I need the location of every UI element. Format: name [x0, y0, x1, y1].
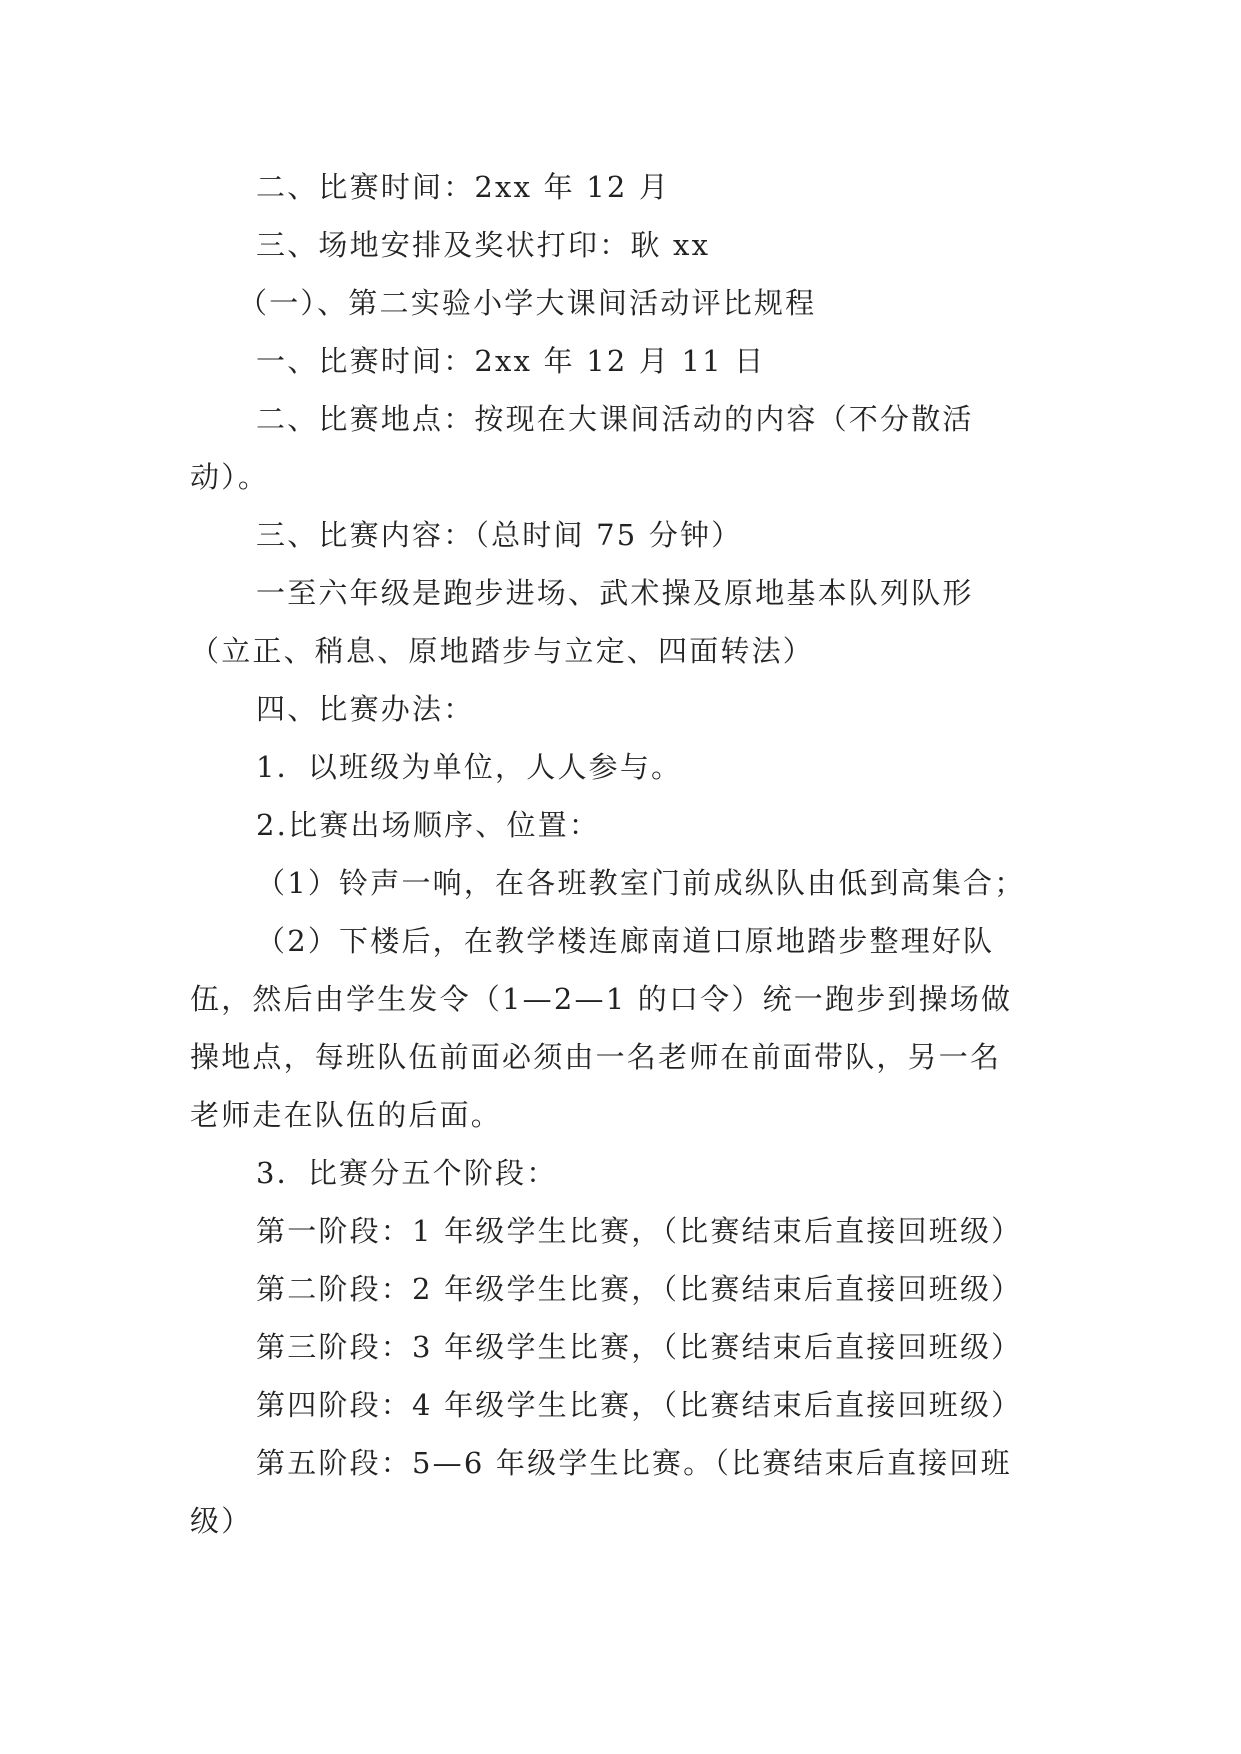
stage-line: 第五阶段：5—6 年级学生比赛。（比赛结束后直接回班 [256, 1446, 1012, 1480]
stage-line: 第一阶段：1 年级学生比赛，（比赛结束后直接回班级） [256, 1214, 1023, 1248]
text-line: 动）。 [190, 460, 270, 494]
text-line: 二、比赛地点：按现在大课间活动的内容（不分散活 [256, 402, 974, 436]
text-line: 伍，然后由学生发令（1—2—1 的口令）统一跑步到操场做 [190, 982, 1013, 1016]
text-line: 一、比赛时间：2xx 年 12 月 11 日 [256, 344, 766, 378]
text-line: 1．以班级为单位，人人参与。 [256, 750, 683, 784]
text-line: 老师走在队伍的后面。 [190, 1098, 503, 1132]
stage-line: 第三阶段：3 年级学生比赛，（比赛结束后直接回班级） [256, 1330, 1023, 1364]
section-heading: （一）、第二实验小学大课间活动评比规程 [238, 286, 817, 320]
stage-line: 第四阶段：4 年级学生比赛，（比赛结束后直接回班级） [256, 1388, 1023, 1422]
text-line: （立正、稍息、原地踏步与立定、四面转法） [190, 634, 815, 668]
text-line: 三、场地安排及奖状打印：耿 xx [256, 228, 711, 262]
text-line: 3．比赛分五个阶段： [256, 1156, 558, 1190]
document-body [190, 158, 1050, 1550]
text-line: 一至六年级是跑步进场、武术操及原地基本队列队形 [256, 576, 974, 610]
text-line: 四、比赛办法： [256, 692, 475, 726]
text-line: 三、比赛内容：（总时间 75 分钟） [256, 518, 743, 552]
text-line: 级） [190, 1504, 253, 1538]
text-line: （1）铃声一响，在各班教室门前成纵队由低到高集合； [256, 866, 1026, 900]
text-line: 二、比赛时间：2xx 年 12 月 [256, 170, 671, 204]
text-line: 操地点，每班队伍前面必须由一名老师在前面带队，另一名 [190, 1040, 1002, 1074]
text-line: （2）下楼后，在教学楼连廊南道口原地踏步整理好队 [256, 924, 995, 958]
text-line: 2.比赛出场顺序、位置： [256, 808, 601, 842]
stage-line: 第二阶段：2 年级学生比赛，（比赛结束后直接回班级） [256, 1272, 1023, 1306]
